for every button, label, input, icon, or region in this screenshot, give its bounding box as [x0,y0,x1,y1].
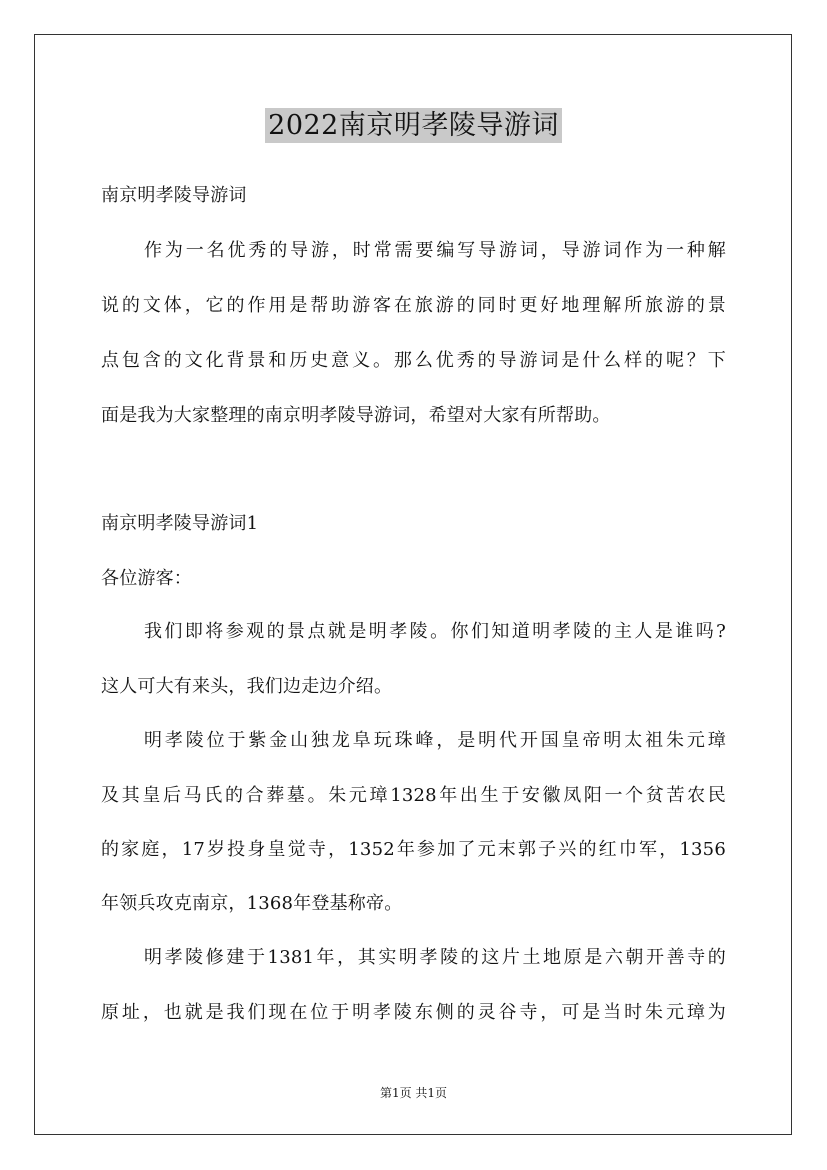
paragraph-line: 面是我为大家整理的南京明孝陵导游词，希望对大家有所帮助。 [101,405,611,426]
greeting: 各位游客： [101,568,192,589]
section-heading: 南京明孝陵导游词1 [101,513,259,534]
paragraph-line: 明孝陵位于紫金山独龙阜玩珠峰，是明代开国皇帝明太祖朱元璋 [144,730,726,751]
paragraph-line: 的家庭，17岁投身皇觉寺，1352年参加了元末郭子兴的红巾军，1356 [101,839,726,860]
subtitle: 南京明孝陵导游词 [101,185,247,206]
paragraph-line: 说的文体，它的作用是帮助游客在旅游的同时更好地理解所旅游的景 [101,295,726,316]
paragraph-line: 原址，也就是我们现在位于明孝陵东侧的灵谷寺，可是当时朱元璋为 [101,1002,726,1023]
document-title-wrap [0,103,827,142]
document-title: 2022南京明孝陵导游词 [265,108,562,143]
paragraph-line: 这人可大有来头，我们边走边介绍。 [101,676,393,697]
page-footer: 第1页 共1页 [379,1086,448,1100]
paragraph-line: 及其皇后马氏的合葬墓。朱元璋1328年出生于安徽凤阳一个贫苦农民 [101,785,726,806]
paragraph-line: 点包含的文化背景和历史意义。那么优秀的导游词是什么样的呢？下 [101,350,726,371]
paragraph-line: 作为一名优秀的导游，时常需要编写导游词，导游词作为一种解 [144,240,726,261]
paragraph-line: 年领兵攻克南京，1368年登基称帝。 [101,893,403,914]
paragraph-line: 我们即将参观的景点就是明孝陵。你们知道明孝陵的主人是谁吗? [144,621,726,642]
paragraph-line: 明孝陵修建于1381年，其实明孝陵的这片土地原是六朝开善寺的 [144,947,726,968]
